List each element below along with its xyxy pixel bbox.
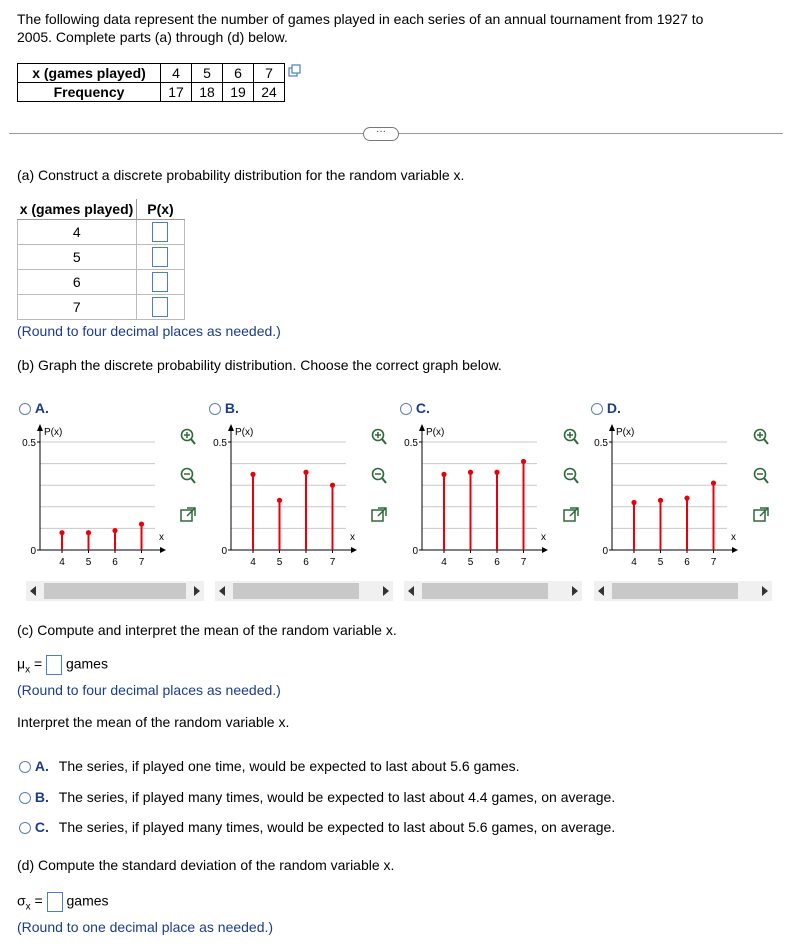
option-a-label: A. bbox=[34, 400, 49, 416]
distribution-table bbox=[17, 199, 185, 320]
y-tick-label: 0 bbox=[30, 546, 36, 557]
p-input[interactable] bbox=[152, 297, 168, 317]
y-axis-label: P(x) bbox=[44, 427, 63, 438]
y-tick-label: 0.5 bbox=[213, 438, 227, 449]
scroll-thumb[interactable] bbox=[44, 583, 186, 599]
x-tick-label: 7 bbox=[138, 557, 145, 568]
choice-c-text: The series, if played many times, would be expected to last about 5.6 games, on average. bbox=[58, 819, 616, 835]
option-a[interactable] bbox=[19, 400, 49, 417]
bar-point bbox=[330, 483, 335, 488]
x-header: x (games played) bbox=[18, 64, 161, 83]
zoom-in-icon[interactable] bbox=[562, 428, 580, 446]
bar-point bbox=[86, 530, 91, 535]
choice-b-text: The series, if played many times, would be expected to last about 4.4 games, on average. bbox=[58, 789, 616, 805]
scroll-thumb[interactable] bbox=[612, 583, 738, 599]
scroll-left-icon[interactable] bbox=[596, 586, 606, 596]
x-tick-label: 7 bbox=[520, 557, 527, 568]
x-axis-arrow bbox=[351, 547, 357, 553]
part-a-prompt: (a) Construct a discrete probability distribution for the random variable x. bbox=[17, 167, 465, 183]
bar-point bbox=[139, 521, 144, 526]
x-axis-arrow bbox=[542, 547, 548, 553]
choice-c-label: C. bbox=[34, 819, 49, 835]
freq-x-cell: 4 bbox=[161, 64, 192, 83]
chart-c bbox=[404, 422, 554, 572]
p-input[interactable] bbox=[152, 272, 168, 292]
x-tick-label: 7 bbox=[329, 557, 336, 568]
bar-point bbox=[277, 498, 282, 503]
divider-left bbox=[9, 133, 363, 134]
part-c-prompt: (c) Compute and interpret the mean of the random variable x. bbox=[17, 622, 397, 638]
choice-a[interactable] bbox=[19, 758, 520, 775]
popout-icon[interactable] bbox=[179, 506, 197, 524]
y-tick-label: 0.5 bbox=[404, 438, 418, 449]
p-input[interactable] bbox=[152, 247, 168, 267]
intro-line-1: The following data represent the number of games played in each series of an annual tournament from 1927 to bbox=[17, 11, 704, 27]
scroll-right-icon[interactable] bbox=[570, 586, 580, 596]
bar-point bbox=[658, 498, 663, 503]
dist-p-cell bbox=[136, 245, 185, 270]
zoom-out-icon[interactable] bbox=[370, 467, 388, 485]
mean-input[interactable] bbox=[46, 655, 62, 675]
freq-f-cell: 24 bbox=[254, 83, 285, 102]
bar-point bbox=[441, 472, 446, 477]
chart-b bbox=[213, 422, 363, 572]
y-tick-label: 0 bbox=[412, 546, 418, 557]
scroll-thumb[interactable] bbox=[233, 583, 359, 599]
x-tick-label: 5 bbox=[657, 557, 664, 568]
choice-b[interactable] bbox=[19, 789, 615, 806]
bar-point bbox=[494, 470, 499, 475]
x-tick-label: 4 bbox=[441, 557, 447, 568]
dist-x-header: x (games played) bbox=[18, 199, 137, 220]
mean-row bbox=[17, 655, 108, 679]
part-d-note: (Round to one decimal place as needed.) bbox=[17, 919, 274, 935]
y-axis-arrow bbox=[37, 424, 43, 431]
zoom-in-icon[interactable] bbox=[370, 428, 388, 446]
dist-x-cell: 6 bbox=[18, 270, 137, 295]
bar-point bbox=[521, 459, 526, 464]
dist-p-cell bbox=[136, 220, 185, 245]
frequency-header: Frequency bbox=[18, 83, 161, 102]
bar-point bbox=[684, 496, 689, 501]
bar-point bbox=[631, 500, 636, 505]
divider-right bbox=[397, 133, 783, 134]
x-tick-label: 6 bbox=[684, 557, 690, 568]
scrollbar-a[interactable] bbox=[26, 581, 204, 601]
x-axis-label: x bbox=[159, 532, 164, 543]
scrollbar-d[interactable] bbox=[594, 581, 772, 601]
option-b-label: B. bbox=[224, 400, 239, 416]
x-axis-label: x bbox=[350, 532, 355, 543]
scroll-left-icon[interactable] bbox=[28, 586, 38, 596]
x-tick-label: 5 bbox=[276, 557, 283, 568]
x-tick-label: 7 bbox=[710, 557, 717, 568]
x-tick-label: 4 bbox=[59, 557, 65, 568]
dist-x-cell: 7 bbox=[18, 295, 137, 320]
x-tick-label: 6 bbox=[494, 557, 500, 568]
choice-a-text: The series, if played one time, would be expected to last about 5.6 games. bbox=[58, 758, 520, 774]
bar-point bbox=[468, 470, 473, 475]
y-axis-label: P(x) bbox=[426, 427, 445, 438]
radio-b[interactable] bbox=[209, 403, 221, 415]
radio-choice-b[interactable] bbox=[19, 792, 31, 804]
freq-f-cell: 18 bbox=[192, 83, 223, 102]
option-d[interactable] bbox=[591, 400, 621, 417]
y-tick-label: 0.5 bbox=[594, 438, 608, 449]
expand-button[interactable]: ··· bbox=[363, 127, 399, 141]
x-tick-label: 5 bbox=[85, 557, 92, 568]
popout-icon[interactable] bbox=[562, 506, 580, 524]
sigma-subscript: x bbox=[25, 901, 31, 913]
zoom-out-icon[interactable] bbox=[752, 467, 770, 485]
scroll-left-icon[interactable] bbox=[406, 586, 416, 596]
option-d-label: D. bbox=[606, 400, 621, 416]
option-b[interactable] bbox=[209, 400, 239, 417]
choice-a-label: A. bbox=[34, 758, 49, 774]
option-c-label: C. bbox=[415, 400, 430, 416]
scroll-thumb[interactable] bbox=[422, 583, 548, 599]
x-axis-arrow bbox=[160, 547, 166, 553]
y-axis-label: P(x) bbox=[235, 427, 254, 438]
x-axis-label: x bbox=[541, 532, 546, 543]
x-tick-label: 4 bbox=[631, 557, 637, 568]
zoom-in-icon[interactable] bbox=[179, 428, 197, 446]
x-tick-label: 4 bbox=[250, 557, 256, 568]
radio-choice-c[interactable] bbox=[19, 822, 31, 834]
zoom-out-icon[interactable] bbox=[179, 467, 197, 485]
dist-p-cell bbox=[136, 295, 185, 320]
dist-x-cell: 5 bbox=[18, 245, 137, 270]
choice-c[interactable] bbox=[19, 819, 615, 836]
freq-f-cell: 17 bbox=[161, 83, 192, 102]
popout-icon[interactable] bbox=[370, 506, 388, 524]
x-tick-label: 5 bbox=[467, 557, 474, 568]
scroll-right-icon[interactable] bbox=[192, 586, 202, 596]
popout-icon[interactable] bbox=[752, 506, 770, 524]
bar-point bbox=[303, 470, 308, 475]
scrollbar-c[interactable] bbox=[404, 581, 582, 601]
zoom-out-icon[interactable] bbox=[562, 467, 580, 485]
bar-point bbox=[711, 480, 716, 485]
bar-point bbox=[112, 528, 117, 533]
chart-d bbox=[594, 422, 744, 572]
radio-a[interactable] bbox=[19, 403, 31, 415]
x-axis-arrow bbox=[732, 547, 738, 553]
freq-f-cell: 19 bbox=[223, 83, 254, 102]
y-tick-label: 0 bbox=[221, 546, 227, 557]
copy-icon[interactable] bbox=[288, 64, 302, 78]
intro-line-2: 2005. Complete parts (a) through (d) below. bbox=[17, 29, 288, 45]
y-axis-label: P(x) bbox=[616, 427, 635, 438]
interpret-prompt: Interpret the mean of the random variable x. bbox=[17, 714, 290, 730]
sigma-symbol: σ bbox=[17, 892, 26, 909]
dist-p-header: P(x) bbox=[136, 199, 185, 220]
x-tick-label: 6 bbox=[303, 557, 309, 568]
sd-equals: = bbox=[34, 892, 43, 909]
scroll-right-icon[interactable] bbox=[381, 586, 391, 596]
frequency-table bbox=[17, 63, 285, 102]
bar-point bbox=[250, 472, 255, 477]
radio-choice-a[interactable] bbox=[19, 761, 31, 773]
y-axis-arrow bbox=[419, 424, 425, 431]
scrollbar-b[interactable] bbox=[215, 581, 393, 601]
sd-row bbox=[17, 892, 109, 916]
part-b-prompt: (b) Graph the discrete probability distribution. Choose the correct graph below. bbox=[17, 357, 502, 373]
mu-subscript: x bbox=[25, 664, 31, 676]
scroll-left-icon[interactable] bbox=[217, 586, 227, 596]
freq-x-cell: 6 bbox=[223, 64, 254, 83]
freq-x-cell: 7 bbox=[254, 64, 285, 83]
choice-b-label: B. bbox=[34, 789, 49, 805]
mean-unit: games bbox=[65, 655, 108, 672]
dist-p-cell bbox=[136, 270, 185, 295]
y-tick-label: 0 bbox=[602, 546, 608, 557]
mu-symbol: μ bbox=[17, 655, 26, 672]
x-tick-label: 6 bbox=[112, 557, 118, 568]
part-a-note: (Round to four decimal places as needed.) bbox=[17, 323, 281, 339]
dist-x-cell: 4 bbox=[18, 220, 137, 245]
x-axis-label: x bbox=[731, 532, 736, 543]
freq-x-cell: 5 bbox=[192, 64, 223, 83]
scroll-right-icon[interactable] bbox=[760, 586, 770, 596]
part-c-note: (Round to four decimal places as needed.) bbox=[17, 682, 281, 698]
part-d-prompt: (d) Compute the standard deviation of the random variable x. bbox=[17, 857, 395, 873]
zoom-in-icon[interactable] bbox=[752, 428, 770, 446]
radio-d[interactable] bbox=[591, 403, 603, 415]
bar-point bbox=[59, 530, 64, 535]
y-tick-label: 0.5 bbox=[22, 438, 36, 449]
sd-input[interactable] bbox=[47, 892, 63, 912]
sd-unit: games bbox=[66, 892, 109, 909]
y-axis-arrow bbox=[609, 424, 615, 431]
chart-a bbox=[22, 422, 172, 572]
radio-c[interactable] bbox=[400, 403, 412, 415]
p-input[interactable] bbox=[152, 222, 168, 242]
y-axis-arrow bbox=[228, 424, 234, 431]
option-c[interactable] bbox=[400, 400, 430, 417]
mean-equals: = bbox=[33, 655, 43, 672]
